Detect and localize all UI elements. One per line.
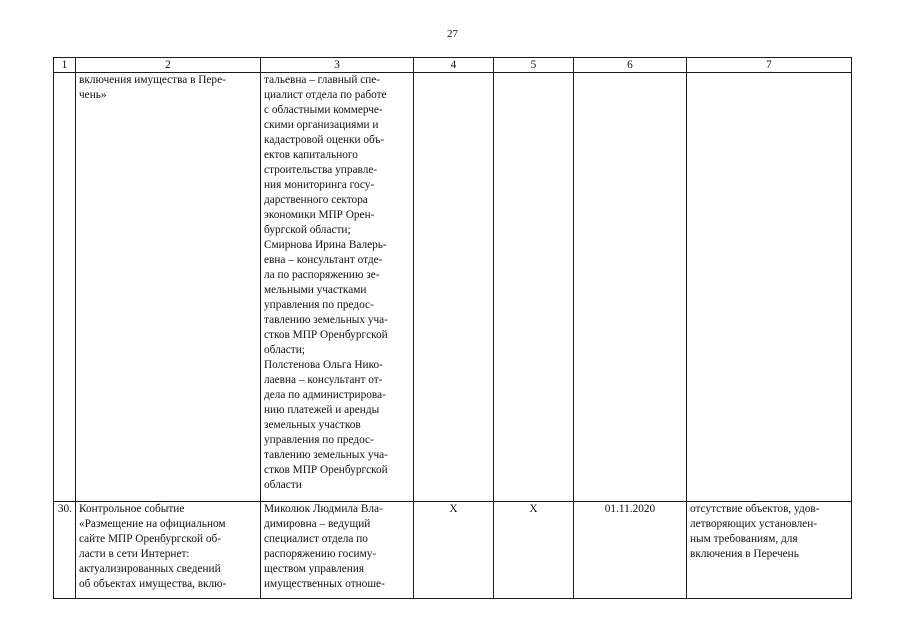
- text-line: Контрольное событие: [79, 503, 185, 515]
- text-line: скими организациями и: [264, 119, 379, 131]
- text-line: стков МПР Оренбургской: [264, 329, 388, 341]
- text-line: Смирнова Ирина Валерь-: [264, 239, 387, 251]
- cont-cell-7: [687, 73, 852, 502]
- text-line: специалист отдела по: [264, 533, 368, 545]
- page-number: 27: [447, 28, 458, 40]
- text-line: бургской области;: [264, 224, 351, 236]
- text-line: нию платежей и аренды: [264, 404, 380, 416]
- text-line: циалист отдела по работе: [264, 89, 387, 101]
- text-line: управления по предос-: [264, 299, 374, 311]
- text-line: актуализированных сведений: [79, 563, 221, 575]
- text-line: области;: [264, 344, 305, 356]
- cont-cell-6: [574, 73, 687, 502]
- text-line: евна – консультант отде-: [264, 254, 383, 266]
- text-line: ществом управления: [264, 563, 365, 575]
- responsible-text: [264, 502, 410, 592]
- text-line: мельными участками: [264, 284, 367, 296]
- text-line: включения в Перечень: [690, 548, 799, 560]
- header-cell-2: 2: [76, 58, 261, 73]
- document-table: [53, 57, 852, 599]
- result-cell: [687, 502, 852, 599]
- cont-cell-5: [494, 73, 574, 502]
- text-line: распоряжению госиму-: [264, 548, 377, 560]
- text-line: димировна – ведущий: [264, 518, 371, 530]
- cont-event-text: [79, 73, 257, 103]
- cont-cell-4: [414, 73, 494, 502]
- text-line: включения имущества в Пере-: [79, 74, 226, 86]
- date-value: 01.11.2020: [574, 502, 687, 599]
- text-line: тавлению земельных уча-: [264, 449, 388, 461]
- text-line: области: [264, 479, 302, 491]
- text-line: с областными коммерче-: [264, 104, 383, 116]
- header-cell-6: 6: [574, 58, 687, 73]
- text-line: строительства управле-: [264, 164, 378, 176]
- text-line: Миколюк Людмила Вла-: [264, 503, 383, 515]
- header-cell-4: 4: [414, 58, 494, 73]
- header-cell-3: 3: [261, 58, 414, 73]
- text-line: об объектах имущества, вклю-: [79, 578, 227, 590]
- table-row-continuation: [54, 73, 852, 502]
- text-line: дарственного сектора: [264, 194, 368, 206]
- text-line: Полстенова Ольга Нико-: [264, 359, 383, 371]
- text-line: тавлению земельных уча-: [264, 314, 388, 326]
- text-line: стков МПР Оренбургской: [264, 464, 388, 476]
- text-line: ектов капитального: [264, 149, 358, 161]
- text-line: «Размещение на официальном: [79, 518, 226, 530]
- text-line: сайте МПР Оренбургской об-: [79, 533, 222, 545]
- cont-event-cell: [76, 73, 261, 502]
- col5-value: Х: [494, 502, 574, 599]
- row-number: 30.: [54, 502, 76, 599]
- header-cell-5: 5: [494, 58, 574, 73]
- header-cell-7: 7: [687, 58, 852, 73]
- text-line: тальевна – главный спе-: [264, 74, 381, 86]
- header-cell-1: 1: [54, 58, 76, 73]
- responsible-cell: [261, 502, 414, 599]
- text-line: лаевна – консультант от-: [264, 374, 383, 386]
- text-line: экономики МПР Орен-: [264, 209, 375, 221]
- text-line: чень»: [79, 89, 107, 101]
- event-cell: [76, 502, 261, 599]
- text-line: земельных участков: [264, 419, 361, 431]
- text-line: ния мониторинга госу-: [264, 179, 375, 191]
- cont-responsible-text: [264, 73, 410, 493]
- text-line: кадастровой оценки объ-: [264, 134, 385, 146]
- result-text: [690, 502, 848, 562]
- text-line: ла по распоряжению зе-: [264, 269, 380, 281]
- text-line: ласти в сети Интернет:: [79, 548, 190, 560]
- col4-value: Х: [414, 502, 494, 599]
- text-line: ным требованиям, для: [690, 533, 798, 545]
- text-line: отсутствие объектов, удов-: [690, 503, 820, 515]
- cont-number-cell: [54, 73, 76, 502]
- text-line: дела по администрирова-: [264, 389, 386, 401]
- text-line: управления по предос-: [264, 434, 374, 446]
- cont-responsible-cell: [261, 73, 414, 502]
- event-text: [79, 502, 257, 592]
- text-line: имущественных отноше-: [264, 578, 385, 590]
- text-line: летворяющих установлен-: [690, 518, 818, 530]
- header-row: [54, 58, 852, 73]
- table-row-30: [54, 502, 852, 599]
